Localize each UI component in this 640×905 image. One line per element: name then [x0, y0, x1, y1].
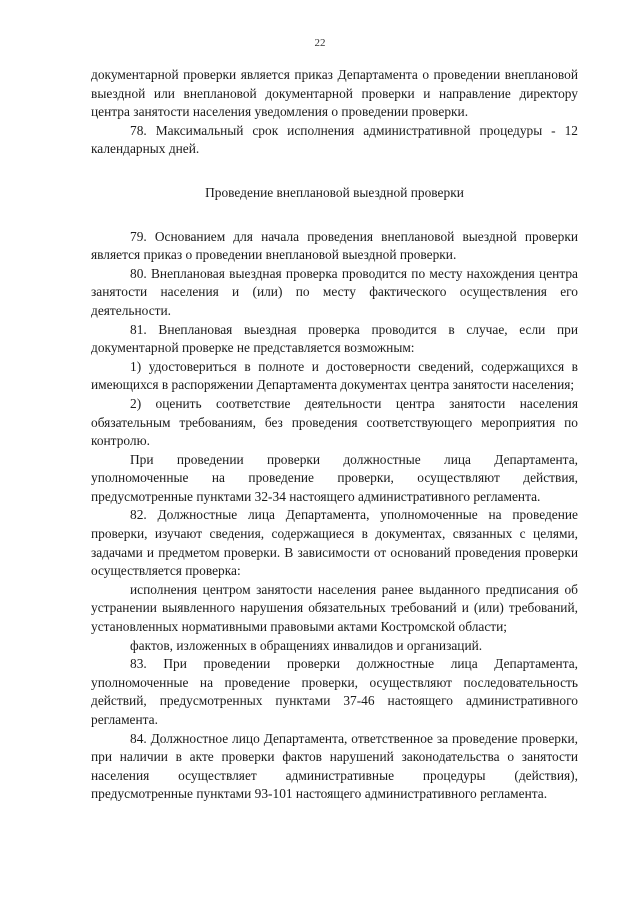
paragraph-82-item-1: исполнения центром занятости населения ранее выданного предписания об устранении выявленного нарушения обязательных требований и (или) требований, установленных нормативными правовыми актами Костромской области;: [91, 581, 578, 635]
paragraph-84: 84. Должностное лицо Департамента, ответственное за проведение проверки, при наличии в акте проверки фактов нарушений законодательства о занятости населения осуществляет административные процедуры (действия), предусмотренные пунктами 93-101 настоящего административного регламента.: [91, 730, 578, 802]
paragraph-continuation: документарной проверки является приказ Департамента о проведении внеплановой выездной или внеплановой документарной проверки и направление директору центра занятости населения уведомления о проведении проверки.: [91, 67, 578, 120]
paragraph-82-item-2: фактов, изложенных в обращениях инвалидов и организаций.: [130, 637, 483, 653]
paragraph-79: 79. Основанием для начала проведения внеплановой выездной проверки является приказ о проведении внеплановой выездной проверки.: [91, 228, 578, 263]
paragraph-82: 82. Должностные лица Департамента, уполномоченные на проведение проверки, изучают сведения, содержащиеся в документах, связанных с целями, задачами и предметом проверки. В зависимости от оснований проведения проверки осуществляется проверка:: [91, 507, 578, 579]
section-heading: Проведение внеплановой выездной проверки: [205, 184, 464, 200]
paragraph-80: 80. Внеплановая выездная проверка проводится по месту нахождения центра занятости населения и (или) по месту фактического осуществления его деятельности.: [91, 265, 578, 318]
paragraph-78: 78. Максимальный срок исполнения административной процедуры - 12 календарных дней.: [91, 122, 578, 157]
paragraph-81-item-2: 2) оценить соответствие деятельности центра занятости населения обязательным требованиям, без проведения соответствующего мероприятия по контролю.: [91, 395, 578, 449]
paragraph-83: 83. При проведении проверки должностные лица Департамента, уполномоченные на проведение проверки, осуществляют последовательность действий, предусмотренных пунктами 37-46 настоящего административного регламента.: [91, 656, 578, 727]
page-number: 22: [314, 37, 326, 49]
paragraph-81-note: При проведении проверки должностные лица Департамента, уполномоченные на проведение проверки, осуществляют действия, предусмотренные пунктами 32-34 настоящего административного регламента.: [91, 451, 578, 504]
paragraph-81-item-1: 1) удостовериться в полноте и достоверности сведений, содержащихся в имеющихся в распоряжении Департамента документах центра занятости населения;: [91, 358, 578, 393]
paragraph-81: 81. Внеплановая выездная проверка проводится в случае, если при документарной проверке не представляется возможным:: [91, 321, 578, 356]
document-body: [91, 66, 578, 804]
